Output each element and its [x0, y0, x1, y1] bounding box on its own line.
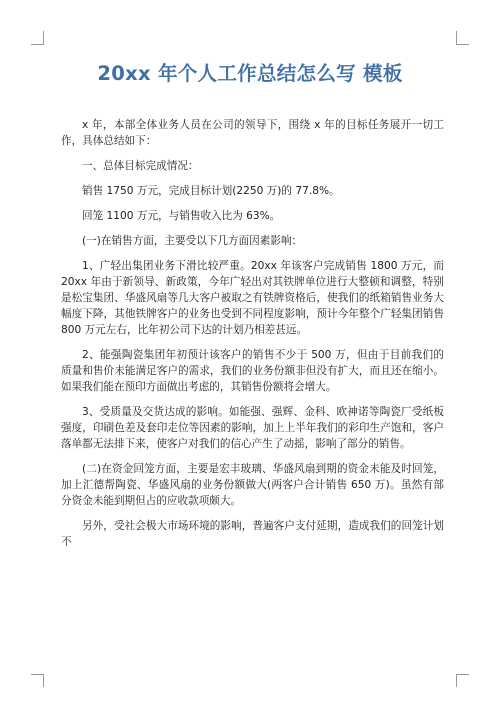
document-body [61, 117, 444, 559]
crop-mark-top-left-v [43, 31, 44, 44]
crop-mark-top-right-v [456, 31, 457, 44]
paragraph-factor-1: 1、广轻出集团业务下滑比较严重。20xx 年该客户完成销售 1800 万元，而 20xx 年由于新领导、新政策，今年广轻出对其铁牌单位进行大整顿和调整，特别是松宝集团、华盛风扇等几大客户被取之有铁牌资格后，使我们的纸箱销售业务大幅度下降，其他铁牌客户的业务也受到不同程度影响，预计今年整个广轻集团销售 800 万元左右，比年初公司下达的计划乃相差甚远。 [61, 260, 444, 336]
paragraph-factor-2: 2、能强陶瓷集团年初预计该客户的销售不少于 500 万，但由于目前我们的质量和售价未能满足客户的需求，我们的业务份额非但没有扩大，而且还在缩小。如果我们能在预印方面做出考虑的，其销售份额将会增大。 [61, 349, 444, 393]
paragraph-collection-total: 回笼 1100 万元，与销售收入比为 63%。 [82, 210, 281, 222]
crop-mark-bottom-right-v [456, 674, 457, 687]
paragraph-other: 另外，受社会极大市场环境的影响，普遍客户支付延期，造成我们的回笼计划不 [61, 520, 444, 548]
paragraph-capital-collection: (二)在资金回笼方面，主要是宏丰玻璃、华盛风扇到期的资金未能及时回笼，加上汇德帮陶瓷、华盛风扇的业务份额做大(两客户合计销售 650 万)。虽然有部分资金未能到期但占的应收款项颇大。 [61, 463, 444, 507]
paragraph-section-heading: 一、总体目标完成情况： [82, 160, 199, 172]
crop-mark-bottom-left-v [43, 674, 44, 687]
crop-mark-bottom-right-h [456, 674, 469, 675]
document-title: 20xx 年个人工作总结怎么写 模板 [97, 62, 403, 85]
paragraph-intro: x 年，本部全体业务人员在公司的领导下，围绕 x 年的目标任务展开一切工作，具体总结如下： [61, 119, 444, 147]
crop-mark-top-left-h [31, 44, 44, 45]
paragraph-sales-total: 销售 1750 万元，完成目标计划(2250 万)的 77.8%。 [82, 185, 340, 197]
paragraph-factor-3: 3、受质量及交货达成的影响。如能强、强辉、金科、欧神诺等陶瓷厂受纸板强度，印刷色差及套印走位等因素的影响，加上上半年我们的彩印生产饱和，客户落单都无法排下来，使客户对我们的信心产生了动摇，影响了部分的销售。 [61, 406, 444, 450]
paragraph-sales-factors-heading: (一)在销售方面，主要受以下几方面因素影响： [82, 235, 303, 247]
crop-mark-top-right-h [456, 44, 469, 45]
